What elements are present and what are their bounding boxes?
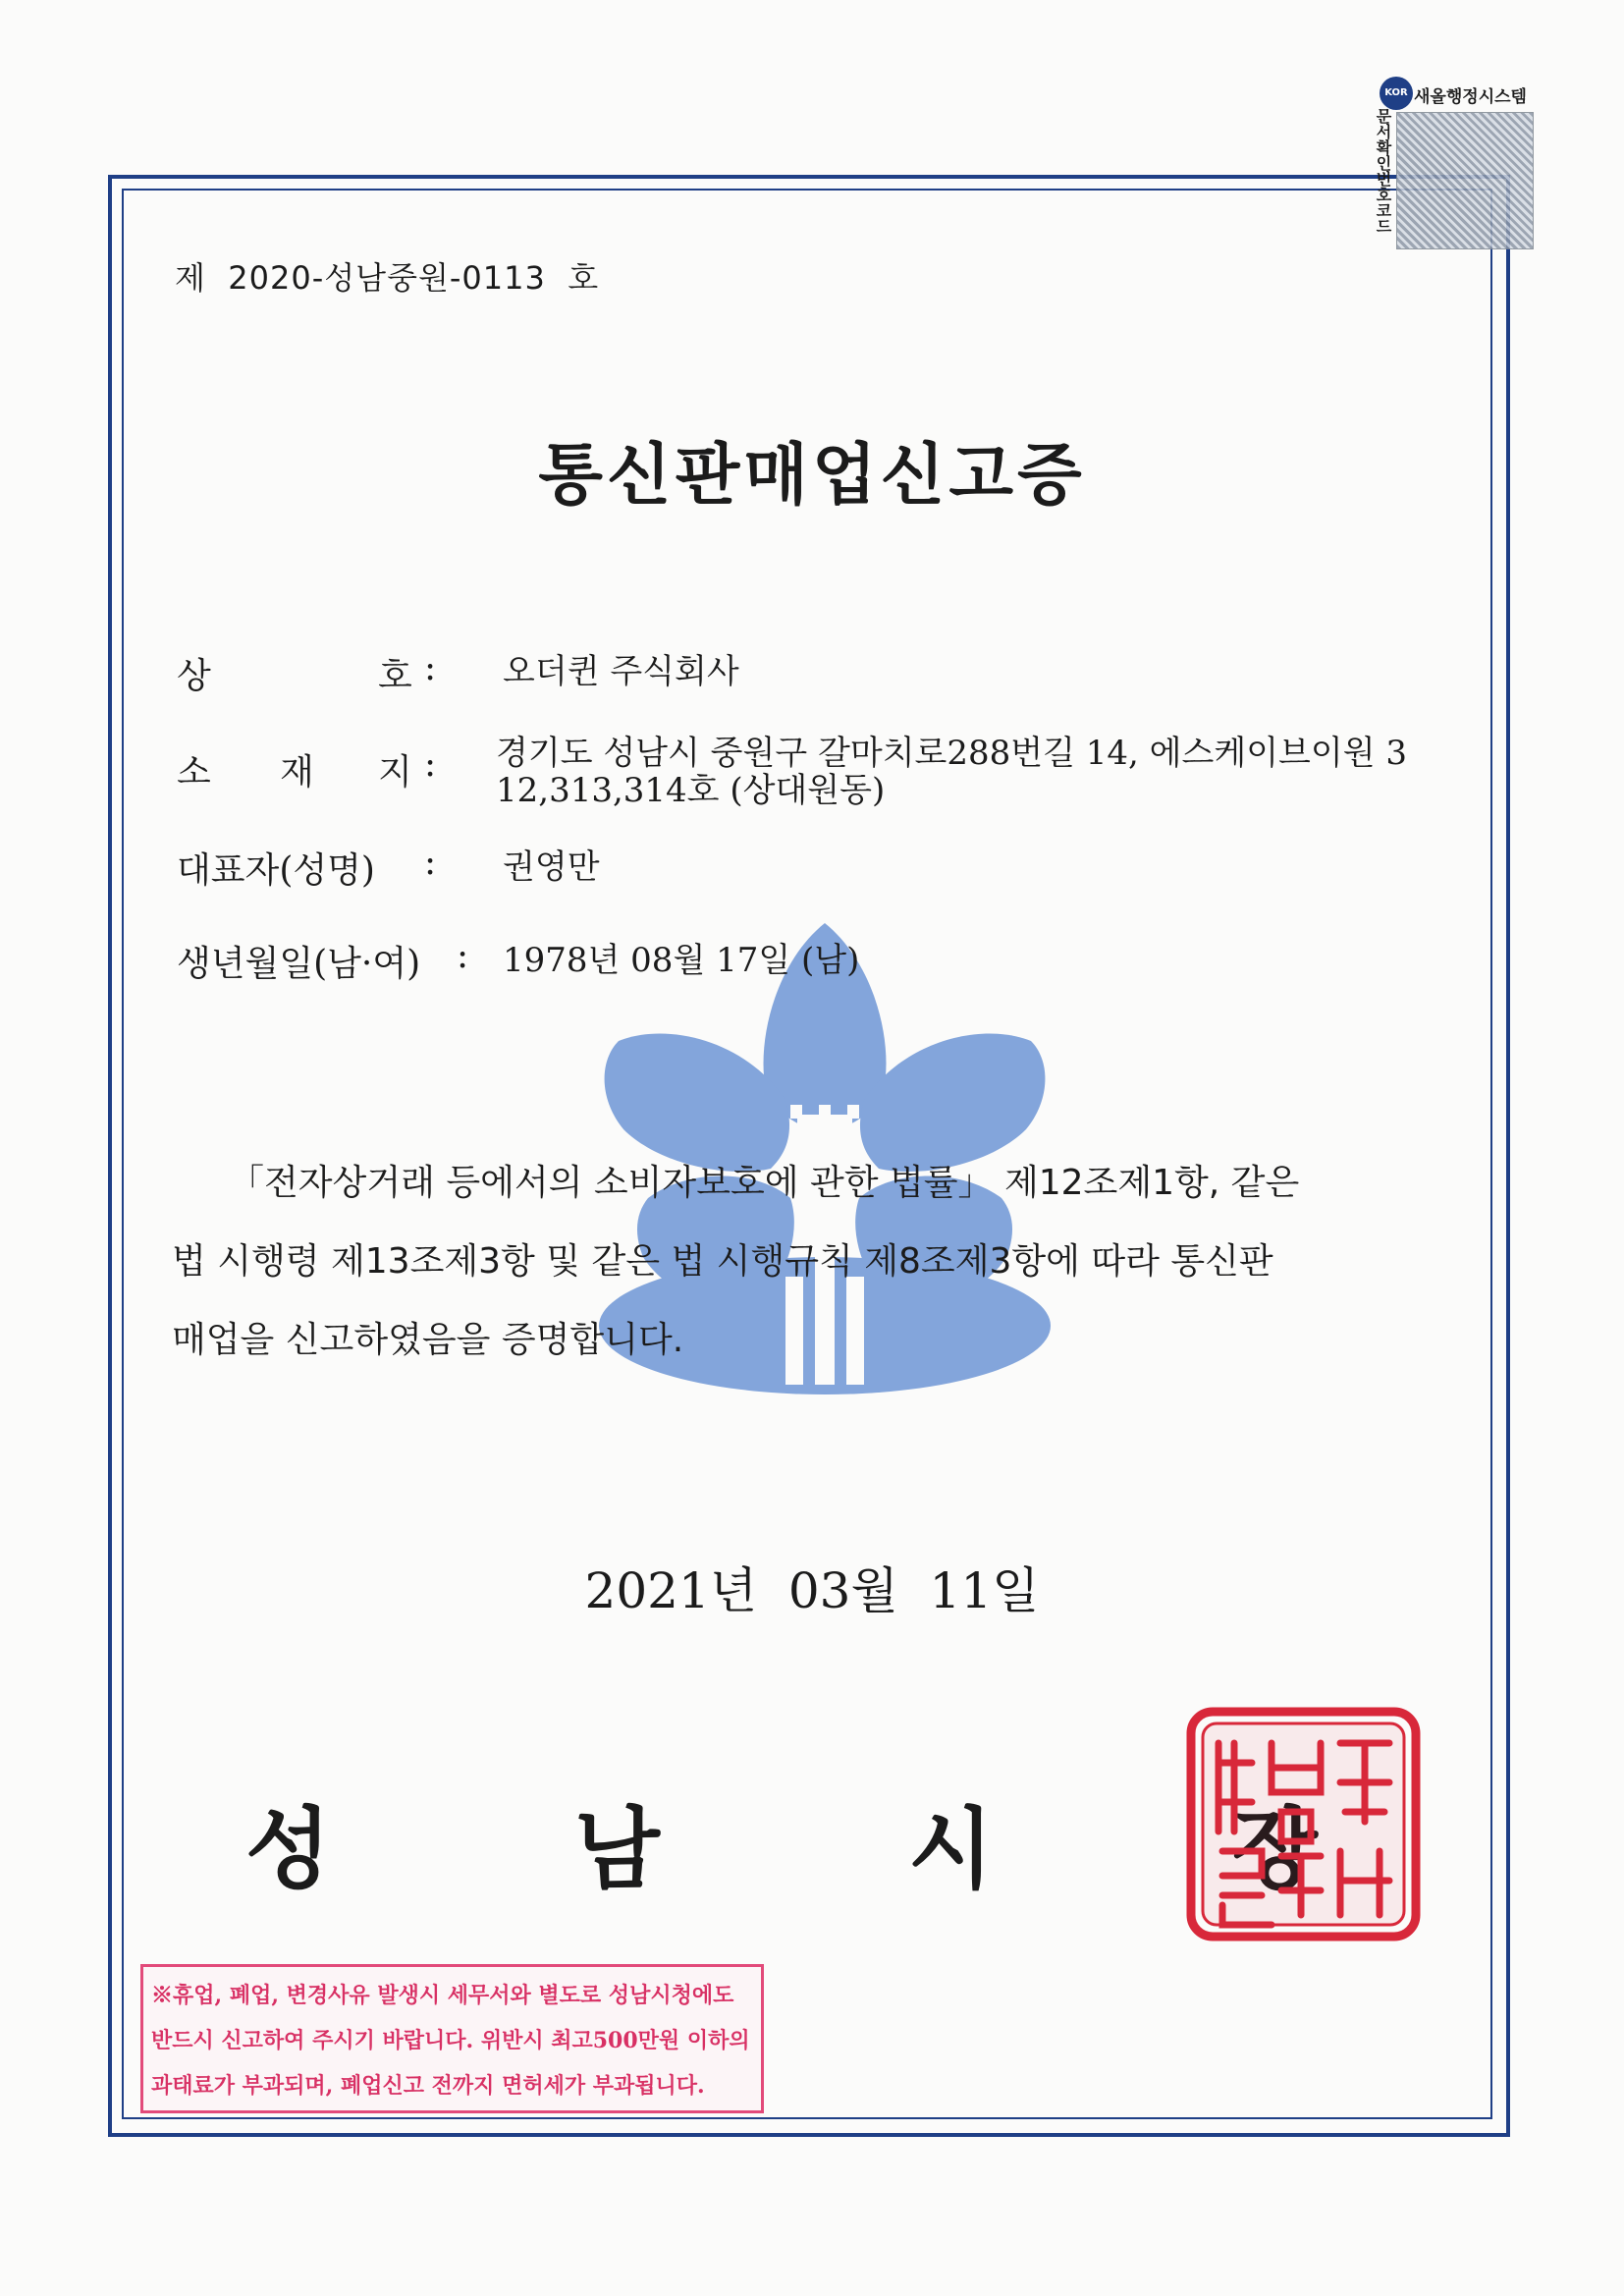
notice-line: ※휴업, 폐업, 변경사유 발생시 세무서와 별도로 성남시청에도 <box>151 1983 734 2008</box>
notice-box <box>140 1964 764 2113</box>
field-label-address-2: 재 <box>280 752 314 793</box>
statement-line: 법 시행령 제13조제3항 및 같은 법 시행규칙 제8조제3항에 따라 통신판 <box>172 1241 1273 1282</box>
document-verification-code <box>1355 69 1542 250</box>
issue-date: 2021년 03월 11일 <box>584 1562 1040 1619</box>
field-colon: : <box>424 648 437 688</box>
issuer-char: 남 <box>574 1798 660 1901</box>
birth-value: 1978년 08월 17일 (남) <box>503 941 860 980</box>
document-number: 제 2020-성남중원-0113 호 <box>175 259 600 297</box>
statement-line: 「전자상거래 등에서의 소비자보호에 관한 법률」 제12조제1항, 같은 <box>229 1163 1300 1203</box>
notice-line: 과태료가 부과되며, 폐업신고 전까지 면허세가 부과됩니다. <box>151 2073 705 2099</box>
address-value-line2: 12,313,314호 (상대원동) <box>496 771 886 810</box>
certification-statement <box>172 1144 1429 1380</box>
system-name: 새올행정시스템 <box>1414 87 1527 107</box>
field-label-representative: 대표자(성명) <box>177 850 375 891</box>
verification-barcode <box>1396 112 1534 249</box>
verification-code-label: 문서확인번호코드 <box>1374 108 1392 234</box>
field-label-birth: 생년월일(남·여) <box>177 944 421 984</box>
notice-line: 반드시 신고하여 주시기 바랍니다. 위반시 최고500만원 이하의 <box>151 2028 750 2053</box>
official-seal <box>1183 1704 1424 1944</box>
field-label-company-1: 상 <box>177 656 211 696</box>
representative-value: 권영만 <box>503 847 600 887</box>
field-colon: : <box>424 843 437 883</box>
field-colon: : <box>457 936 469 976</box>
issuer-char: 성 <box>245 1798 331 1901</box>
page-title: 통신판매업신고증 <box>538 437 1086 515</box>
kor-mark-icon: KOR <box>1380 77 1413 110</box>
field-label-address-1: 소 <box>177 752 211 793</box>
statement-line: 매업을 신고하였음을 증명합니다. <box>172 1320 684 1360</box>
field-label-company-2: 호 <box>378 656 412 696</box>
address-value-line1: 경기도 성남시 중원구 갈마치로288번길 14, 에스케이브이원 3 <box>496 734 1408 773</box>
issuer-char: 시 <box>908 1798 994 1901</box>
field-label-address-3: 지 <box>378 752 412 793</box>
field-colon: : <box>424 744 437 785</box>
company-name-value: 오더퀸 주식회사 <box>503 652 739 691</box>
